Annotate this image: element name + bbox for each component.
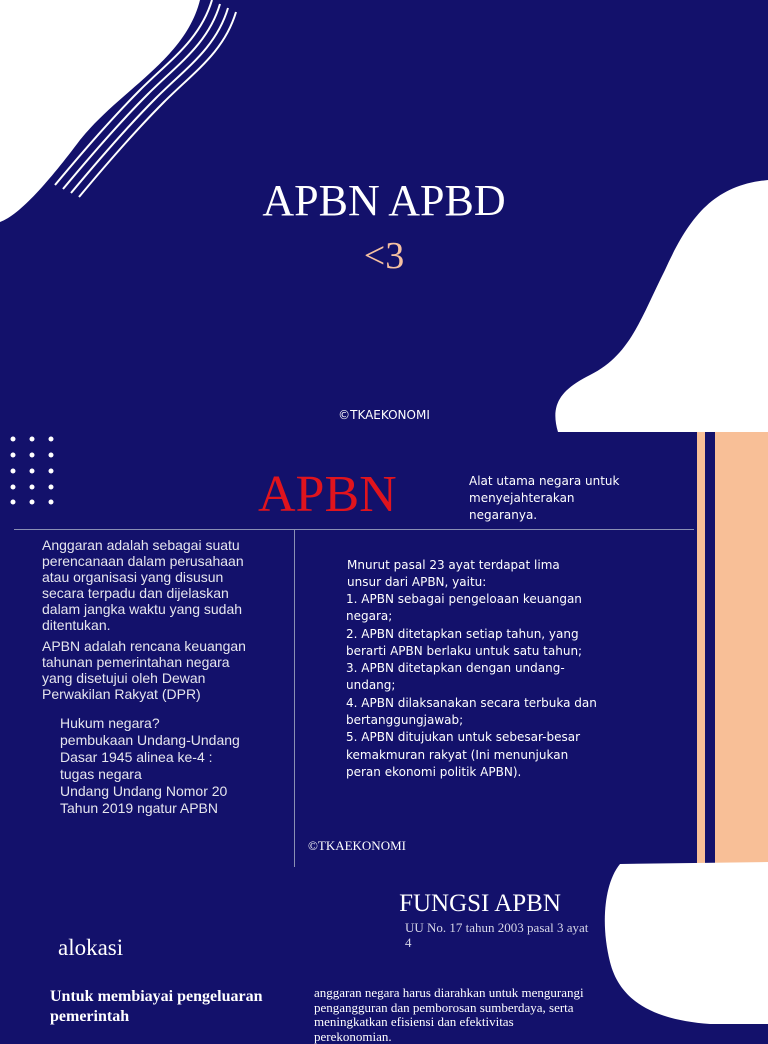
cover-credit: ©TKAEKONOMI bbox=[338, 408, 430, 422]
decor-blob-bottom-right bbox=[600, 862, 768, 1024]
apbn-elements-intro: Mnurut pasal 23 ayat terdapat lima unsur dari APBN, yaitu: bbox=[347, 558, 560, 590]
apbn-definition: APBN adalah rencana keuangan tahunan pemerintahan negara yang disetujui oleh Dewan Perwakilan Rakyat (DPR) bbox=[42, 638, 246, 702]
cover-heart-text: <3 bbox=[363, 235, 405, 277]
list-item: 4. APBN dilaksanakan secara terbuka dan bertanggungjawab; bbox=[346, 695, 597, 728]
horizontal-divider bbox=[14, 529, 694, 530]
list-item: 2. APBN ditetapkan setiap tahun, yang berarti APBN berlaku untuk satu tahun; bbox=[346, 626, 583, 658]
list-item: 1. APBN sebagai pengeloaan keuangan negara; bbox=[346, 592, 582, 624]
apbn-heading: APBN bbox=[258, 466, 397, 523]
list-item: 3. APBN ditetapkan dengan undang-undang; bbox=[346, 661, 565, 693]
law-reference: UU No. 17 tahun 2003 pasal 3 ayat 4 bbox=[405, 920, 589, 950]
decor-stripe-thin bbox=[697, 432, 705, 865]
list-item: 5. APBN ditujukan untuk sebesar-besar kemakmuran rakyat (Ini menunjukan peran ekonomi politik APBN). bbox=[346, 730, 581, 779]
function-subtitle: Untuk membiayai pengeluaran pemerintah bbox=[50, 988, 263, 1025]
budget-definition: Anggaran adalah sebagai suatu perencanaan dalam perusahaan atau organisasi yang disusun secara terpadu dan dijelaskan dalam jangka waktu yang sudah ditentukan. bbox=[42, 537, 244, 633]
apbn-elements-list bbox=[346, 591, 598, 781]
vertical-divider bbox=[294, 529, 295, 867]
decor-dot-grid bbox=[10, 436, 60, 506]
legal-basis-note: Hukum negara? pembukaan Undang-Undang Dasar 1945 alinea ke-4 : tugas negara Undang Undang Nomor 20 Tahun 2019 ngatur APBN bbox=[60, 715, 240, 816]
slide-credit: ©TKAEKONOMI bbox=[308, 838, 406, 853]
function-label: alokasi bbox=[58, 935, 124, 960]
apbn-tagline: Alat utama negara untuk menyejahterakan negaranya. bbox=[469, 474, 620, 522]
fungsi-apbn-heading: FUNGSI APBN bbox=[399, 890, 561, 917]
decor-stripe-wide bbox=[715, 432, 768, 865]
function-description: anggaran negara harus diarahkan untuk mengurangi pengangguran dan pemborosan sumberdaya, serta meningkatkan efisiensi dan efektivitas perekonomian. bbox=[314, 985, 584, 1044]
cover-title: APBN APBD bbox=[262, 176, 506, 225]
